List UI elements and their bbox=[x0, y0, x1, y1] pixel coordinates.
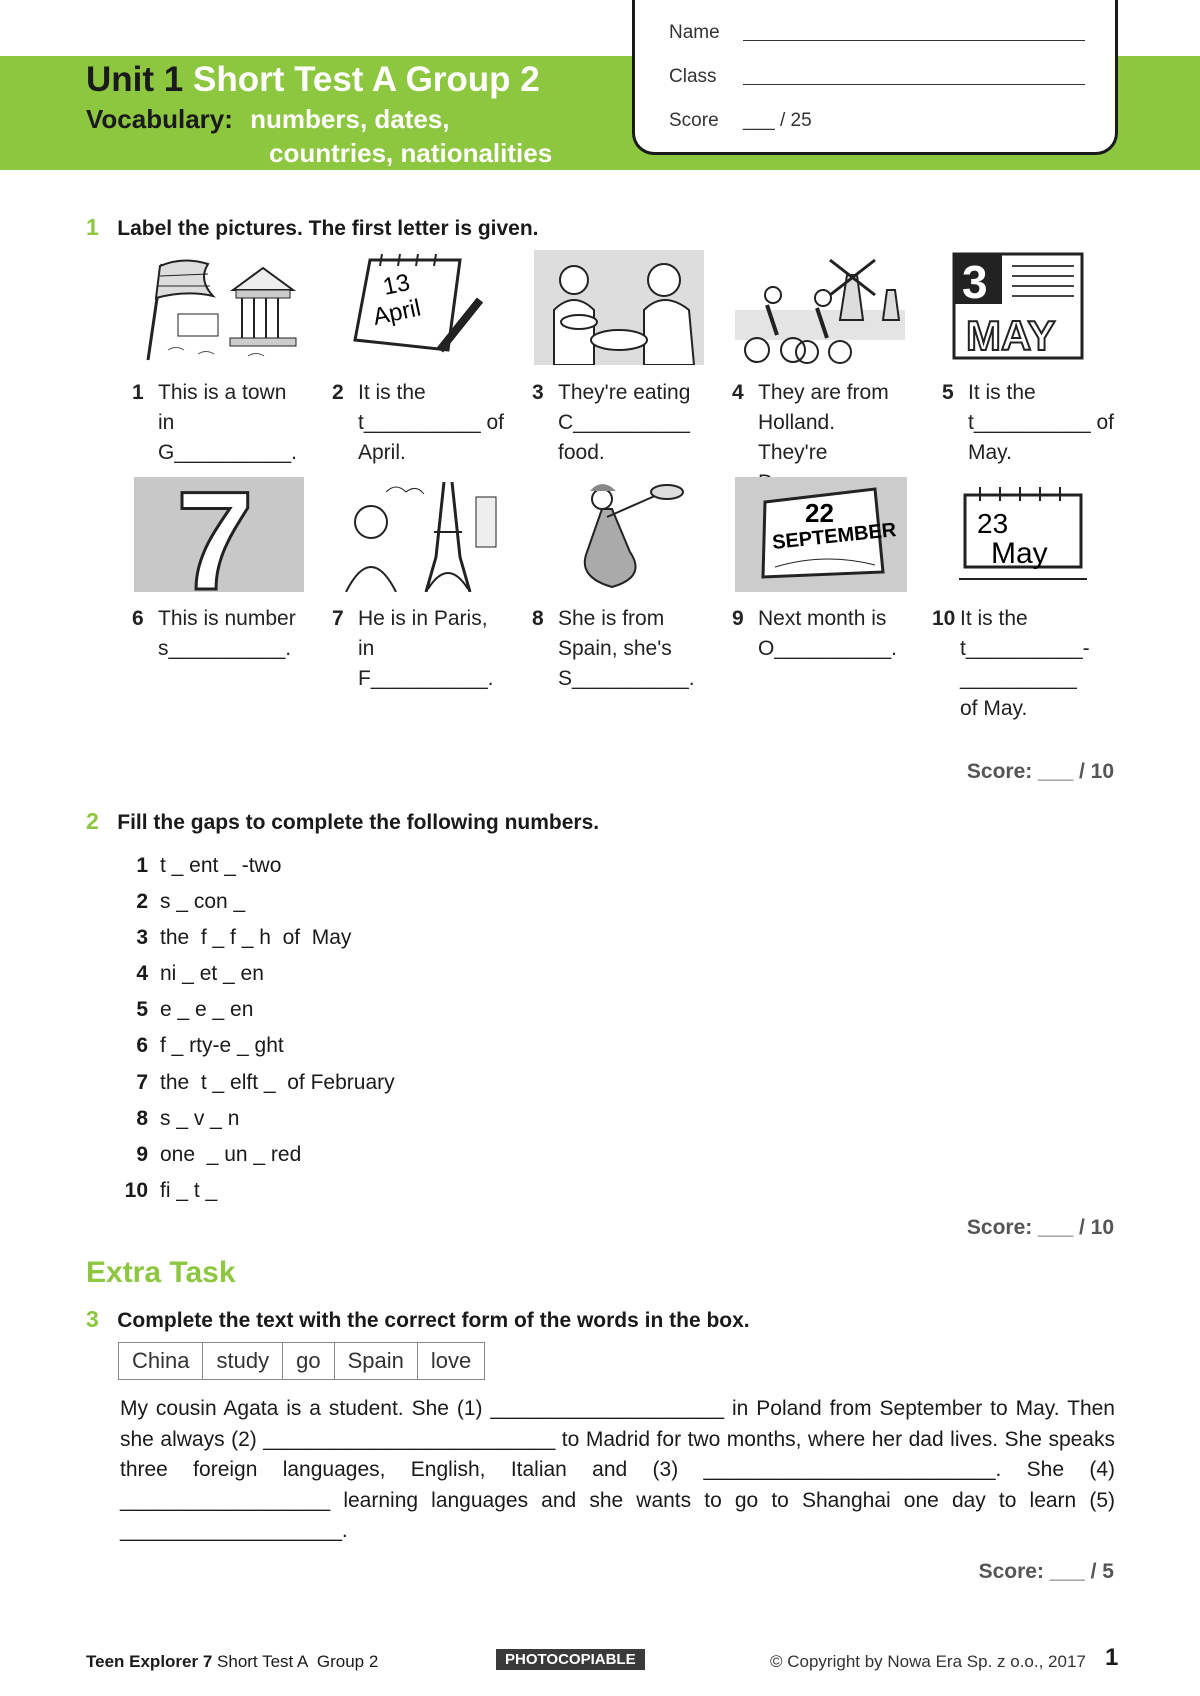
section-2-heading bbox=[86, 808, 599, 835]
list-item: 4 ni _ et _ en bbox=[136, 962, 264, 986]
picture-label-1: 1 This is a town in G__________. bbox=[132, 381, 297, 464]
extra-task-title: Extra Task bbox=[86, 1256, 236, 1289]
picture-label-6: 6 This is number s__________. bbox=[132, 607, 296, 660]
may-23-day-number: 23 bbox=[977, 508, 1009, 539]
score-label: Score bbox=[669, 110, 719, 131]
may-23-month-word: May bbox=[991, 537, 1048, 570]
list-item: 2 s _ con _ bbox=[136, 890, 246, 914]
footer-book-title bbox=[86, 1652, 378, 1672]
unit-label: Unit 1 bbox=[86, 60, 184, 99]
word-study: study bbox=[203, 1343, 283, 1379]
page-number: 1 bbox=[1105, 1644, 1119, 1671]
april-month-word: April bbox=[370, 294, 424, 331]
may-3-day-number: 3 bbox=[962, 256, 988, 308]
section-1-number: 1 bbox=[86, 214, 99, 240]
may-3-calendar-picture bbox=[952, 252, 1086, 362]
footer-test-name: Short Test A Group 2 bbox=[212, 1652, 379, 1671]
section-2-instruction: Fill the gaps to complete the following numbers. bbox=[117, 811, 600, 834]
section-2-number: 2 bbox=[86, 808, 99, 834]
april-day-number: 13 bbox=[380, 268, 413, 301]
section-1-heading bbox=[86, 214, 539, 241]
section-2-score: Score: ___ / 10 bbox=[966, 1216, 1114, 1239]
word-china: China bbox=[119, 1343, 203, 1379]
eiffel-tower-man-picture bbox=[336, 477, 506, 592]
list-item: 1 t _ ent _ -two bbox=[136, 854, 282, 877]
class-label: Class bbox=[669, 66, 717, 87]
windmill-cyclists-picture bbox=[735, 250, 905, 365]
picture-label-8: 8 She is from Spain, she's S__________. bbox=[532, 607, 695, 690]
vocabulary-line-2: countries, nationalities bbox=[269, 138, 553, 168]
list-item: 9 one _ un _ red bbox=[136, 1142, 302, 1166]
picture-label-9: 9 Next month is O__________. bbox=[732, 607, 897, 660]
number-gap-list bbox=[108, 848, 395, 1209]
photocopiable-badge: PHOTOCOPIABLE bbox=[496, 1649, 645, 1670]
test-title: Short Test A Group 2 bbox=[192, 60, 540, 99]
list-item: 8 s _ v _ n bbox=[136, 1106, 240, 1130]
greek-temple-flag-picture bbox=[138, 250, 316, 365]
list-item: 5 e _ e _ en bbox=[136, 998, 254, 1022]
total-score-field[interactable]: ___ / 25 bbox=[743, 110, 812, 131]
footer-book-name: Teen Explorer 7 bbox=[86, 1652, 213, 1671]
people-eating-rice-picture bbox=[534, 250, 704, 365]
september-month-word: SEPTEMBER bbox=[771, 519, 898, 554]
picture-label-3: 3 They're eating C__________ food. bbox=[532, 381, 691, 464]
section-3-number: 3 bbox=[86, 1306, 99, 1332]
gap-fill-paragraph[interactable]: My cousin Agata is a student. She (1) ____________________ in Poland from September to May. Then she always (2) _________________________ to Madrid for two months, where her dad lives. She speaks three foreign languages, English, Italian and (3) _________________________. She (4) __________________ learning languages and she wants to go to Shanghai one day to learn (5) ___________________. bbox=[120, 1397, 1115, 1542]
word-spain: Spain bbox=[335, 1343, 418, 1379]
list-item: 3 the f _ f _ h of May bbox=[136, 926, 352, 950]
may-23-calendar-picture bbox=[955, 483, 1091, 587]
name-label: Name bbox=[669, 22, 720, 43]
picture-label-10: 10 It is the t__________-__________ of May. bbox=[932, 607, 1090, 720]
student-info-box bbox=[632, 0, 1118, 155]
september-22-page-picture bbox=[735, 477, 907, 592]
list-item: 6 f _ rty-e _ ght bbox=[136, 1034, 284, 1058]
picture-label-7: 7 He is in Paris, in F__________. bbox=[332, 607, 494, 690]
may-3-month-word: MAY bbox=[966, 312, 1056, 359]
word-box bbox=[118, 1342, 485, 1380]
word-love: love bbox=[430, 1348, 472, 1373]
vocabulary-subtitle bbox=[86, 102, 552, 170]
name-field[interactable] bbox=[743, 40, 1085, 41]
list-item: 10 fi _ t _ bbox=[124, 1178, 218, 1202]
list-item: 7 the t _ elft _ of February bbox=[136, 1070, 395, 1094]
page-title bbox=[86, 60, 540, 100]
april-13-calendar-picture bbox=[340, 250, 490, 365]
class-field[interactable] bbox=[743, 84, 1085, 85]
footer-copyright: © Copyright by Nowa Era Sp. z o.o., 2017 bbox=[770, 1652, 1086, 1671]
vocabulary-line-1: numbers, dates, bbox=[250, 104, 450, 134]
number-seven-picture bbox=[134, 477, 304, 592]
picture-label-4: 4 They are from Holland. They're bbox=[732, 381, 889, 464]
vocabulary-label: Vocabulary: bbox=[86, 104, 233, 134]
flamenco-dancer-picture bbox=[552, 477, 702, 592]
section-1-instruction: Label the pictures. The first letter is given. bbox=[117, 217, 539, 240]
picture-label-5: 5 It is the t__________ of May. bbox=[942, 381, 1114, 464]
picture-label-2: 2 It is the t__________ of April. bbox=[332, 381, 504, 464]
section-3-heading bbox=[86, 1306, 750, 1333]
section-1-score: Score: ___ / 10 bbox=[966, 760, 1114, 783]
section-3-instruction: Complete the text with the correct form of the words in the box. bbox=[117, 1309, 750, 1332]
word-go: go bbox=[283, 1343, 334, 1379]
section-3-score: Score: ___ / 5 bbox=[978, 1560, 1114, 1583]
seven-numeral: 7 bbox=[176, 477, 254, 592]
september-day-number: 22 bbox=[805, 498, 834, 528]
